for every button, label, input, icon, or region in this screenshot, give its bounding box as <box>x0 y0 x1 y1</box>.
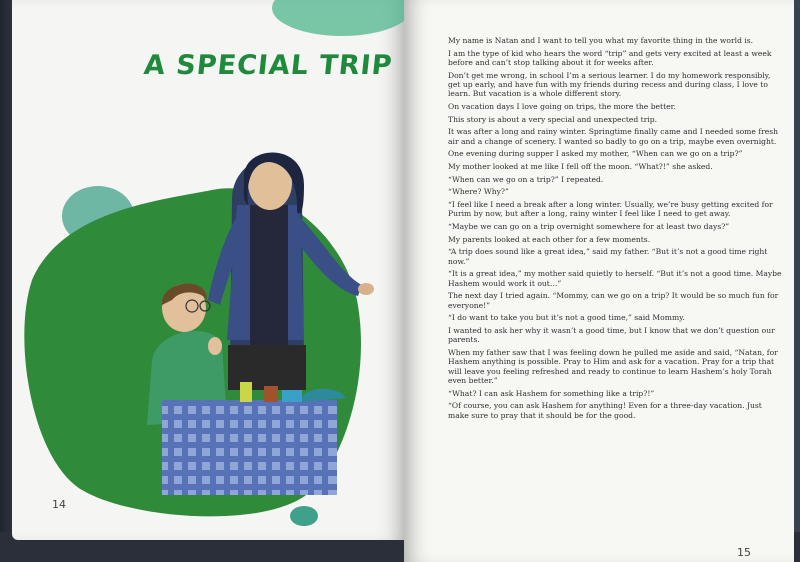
right-page-number: 15 <box>737 546 751 559</box>
paragraph: My parents looked at each other for a few moments. <box>448 234 651 244</box>
right-page <box>404 0 794 562</box>
paragraph: One evening during supper I asked my mother, “When can we go on a trip?” <box>448 149 743 159</box>
left-page-number: 14 <box>52 498 66 511</box>
paragraph: “When can we go on a trip?” I repeated. <box>448 174 604 184</box>
paragraph: It was after a long and rainy winter. Springtime finally came and I needed some fresh air and a change of scenery. I wanted so badly to go on a trip, maybe even overnight. <box>448 127 779 146</box>
top-blob-shape <box>272 0 405 36</box>
left-page <box>12 0 405 540</box>
paragraph: “Of course, you can ask Hashem for anything! Even for a three-day vacation. Just make sure to pray that it should be for the good. <box>448 401 762 420</box>
paragraph: “I feel like I need a break after a long winter. Usually, we’re busy getting excited for Purim by now, but after a long, rainy winter I feel like I need to get away. <box>448 200 773 219</box>
story-illustration <box>12 0 405 540</box>
paragraph: When my father saw that I was feeling down he pulled me aside and said, “Natan, for Hashem anything is possible. Pray to Him and ask for a vacation. Pray for a trip that will leave you feeling refreshed and ready to continue to learn Hashem’s holy Torah even better.” <box>448 348 778 385</box>
story-text <box>448 36 783 423</box>
paragraph: My name is Natan and I want to tell you what my favorite thing in the world is. <box>448 36 754 45</box>
paragraph: Don’t get me wrong, in school I’m a serious learner. I do my homework responsibly, get up early, and have fun with my friends during recess and during class, I love to learn. But vacation is a whole different story. <box>448 70 771 99</box>
paragraph: I am the type of kid who hears the word “trip” and gets very excited at least a week before and can’t stop talking about it for weeks after. <box>448 48 772 67</box>
small-bottom-blob <box>290 506 318 526</box>
paragraph: On vacation days I love going on trips, the more the better. <box>448 101 676 111</box>
paragraph: The next day I tried again. “Mommy, can we go on a trip? It would be so much fun for everyone!” <box>448 291 779 310</box>
paragraph: I wanted to ask her why it wasn’t a good time, but I know that we don’t question our parents. <box>448 326 775 345</box>
paragraph: “Where? Why?” <box>448 187 509 197</box>
paragraph: “It is a great idea,” my mother said quietly to herself. “But it’s not a good time. Maybe Hashem would work it out…” <box>448 269 782 288</box>
paragraph: This story is about a very special and unexpected trip. <box>448 114 658 124</box>
paragraph: My mother looked at me like I fell off the moon. “What?!” she asked. <box>448 162 713 171</box>
paragraph: “Maybe we can go on a trip overnight somewhere for at least two days?” <box>448 222 730 232</box>
page-title: A SPECIAL TRIP <box>142 50 395 81</box>
paragraph: “What? I can ask Hashem for something like a trip?!” <box>448 388 655 398</box>
paragraph: “I do want to take you but it’s not a good time,” said Mommy. <box>448 313 685 323</box>
paragraph: “A trip does sound like a great idea,” said my father. “But it’s not a good time right now.” <box>448 247 768 266</box>
